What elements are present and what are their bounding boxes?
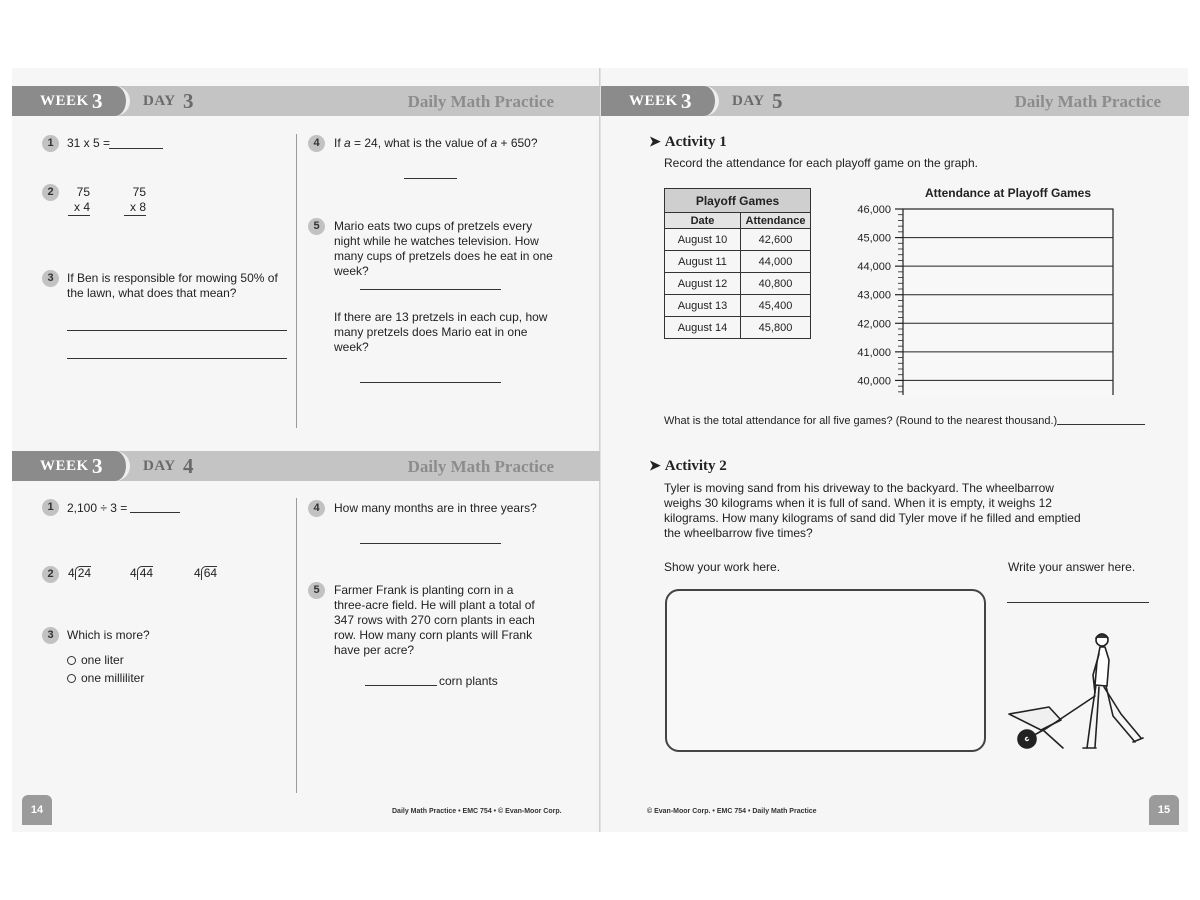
total-attendance-question: What is the total attendance for all five games? (Round to the nearest thousand.) (664, 415, 1058, 427)
question-number: 2 (42, 566, 59, 583)
multiplication-problem-a (68, 185, 90, 216)
column-header-attendance: Attendance (741, 213, 811, 229)
question-5-text: Farmer Frank is planting corn in a three-acre field. He will plant a total of 347 rows with 270 corn plants in each row. How many corn plants will Frank have per acre? (334, 583, 535, 657)
answer-line[interactable] (67, 330, 287, 331)
multiplication-problem-b (124, 185, 146, 216)
answer-line[interactable] (360, 382, 501, 383)
question-number: 5 (308, 218, 325, 235)
y-tick-label: 44,000 (857, 261, 891, 274)
date-cell: August 12 (665, 273, 741, 295)
division-problem (194, 566, 217, 582)
question-3-text: Which is more? (67, 628, 150, 642)
week-number: 3 (92, 454, 103, 478)
activity-2-title (649, 458, 727, 475)
answer-line[interactable] (1057, 424, 1145, 425)
question-number: 5 (308, 582, 325, 599)
week-label: WEEK (629, 93, 678, 109)
arrow-icon: ➤ (649, 459, 661, 474)
answer-unit-label: corn plants (439, 674, 498, 688)
answer-line[interactable] (365, 685, 437, 686)
dividend: 44 (137, 566, 153, 580)
column-divider (296, 134, 297, 428)
day-label: DAY (143, 93, 176, 109)
header-week3-day5 (601, 86, 1189, 116)
divisor: 4 (130, 566, 137, 580)
week-label: WEEK (40, 93, 89, 109)
footer-credit: © Evan-Moor Corp. • EMC 754 • Daily Math Practice (647, 808, 817, 815)
playoff-games-table (664, 188, 811, 339)
week-label: WEEK (40, 458, 89, 474)
y-tick-label: 43,000 (857, 289, 891, 302)
attendance-cell: 45,400 (741, 295, 811, 317)
date-cell: August 14 (665, 317, 741, 339)
column-divider (296, 498, 297, 793)
question-number: 3 (42, 627, 59, 644)
footer-credit: Daily Math Practice • EMC 754 • © Evan-Moor Corp. (392, 808, 562, 815)
activity-title-text: Activity 2 (664, 458, 727, 474)
plot-area (903, 209, 1113, 395)
y-tick-label: 45,000 (857, 232, 891, 245)
attendance-cell: 44,000 (741, 251, 811, 273)
table-row (665, 273, 811, 295)
work-area-box[interactable] (665, 589, 986, 752)
man-with-wheelbarrow-icon (1003, 630, 1153, 755)
radio-circle-icon[interactable] (67, 674, 76, 683)
bottom-factor: x 8 (124, 200, 146, 216)
date-cell: August 13 (665, 295, 741, 317)
y-tick-label: 42,000 (857, 318, 891, 331)
week-number: 3 (92, 89, 103, 113)
question-5-text: Mario eats two cups of pretzels every night while he watches television. How many cups of pretzels does he eat in one week? (334, 219, 553, 278)
answer-line[interactable] (1007, 602, 1149, 603)
option-one-liter[interactable] (67, 653, 124, 668)
q4-text-part: If (334, 136, 345, 150)
day-label: DAY (732, 93, 765, 109)
chart-title: Attendance at Playoff Games (924, 186, 1092, 200)
answer-line[interactable] (130, 512, 180, 513)
table-row (665, 251, 811, 273)
dividend: 24 (75, 566, 91, 580)
work-label: Show your work here. (664, 560, 781, 574)
divisor: 4 (68, 566, 75, 580)
question-4-text: How many months are in three years? (334, 501, 537, 515)
activity-1-instruction: Record the attendance for each playoff game on the graph. (664, 156, 978, 170)
attendance-cell: 45,800 (741, 317, 811, 339)
division-problem (68, 566, 91, 582)
bottom-factor: x 4 (68, 200, 90, 216)
workbook-spread (12, 68, 1188, 832)
week-badge (601, 86, 719, 116)
top-factor: 75 (132, 185, 146, 199)
table-caption: Playoff Games (665, 189, 811, 213)
date-cell: August 10 (665, 229, 741, 251)
day-number: 5 (772, 89, 783, 113)
table-row (665, 317, 811, 339)
question-number: 3 (42, 270, 59, 287)
day-number: 3 (183, 89, 194, 113)
right-page (600, 68, 1188, 832)
header-week3-day3 (12, 86, 600, 116)
attendance-graph (831, 180, 1131, 395)
left-page (12, 68, 600, 832)
page-number: 14 (22, 795, 52, 825)
question-5-followup-text: If there are 13 pretzels in each cup, how many pretzels does Mario eat in one week? (334, 310, 548, 354)
option-label: one liter (81, 653, 124, 667)
answer-line[interactable] (360, 543, 501, 544)
q4-text-part: + 650? (497, 136, 538, 150)
question-number: 4 (308, 500, 325, 517)
header-title: Daily Math Practice (407, 92, 554, 111)
answer-line[interactable] (360, 289, 501, 290)
question-number: 2 (42, 184, 59, 201)
activity-1-title (649, 134, 727, 151)
chart-grid (903, 209, 1113, 395)
attendance-cell: 40,800 (741, 273, 811, 295)
dividend: 64 (201, 566, 217, 580)
attendance-cell: 42,600 (741, 229, 811, 251)
division-problem (130, 566, 153, 582)
top-factor: 75 (76, 185, 90, 199)
y-tick-label: 40,000 (857, 375, 891, 388)
variable-a: a (344, 136, 351, 150)
q4-text-part: = 24, what is the value of (350, 136, 491, 150)
week-badge (12, 86, 130, 116)
y-tick-label: 41,000 (857, 346, 891, 359)
activity-2-text: Tyler is moving sand from his driveway to the backyard. The wheelbarrow weighs 30 kilograms when it is full of sand. When it is empty, it weighs 12 kilograms. How many kilograms of sand did Tyler move if he filled and emptied the wheelbarrow five times? (664, 481, 1081, 540)
y-tick-label: 46,000 (857, 204, 891, 216)
variable-a: a (490, 136, 498, 150)
week-number: 3 (681, 89, 692, 113)
date-cell: August 11 (665, 251, 741, 273)
day-number: 4 (183, 454, 194, 478)
answer-label: Write your answer here. (1008, 560, 1136, 574)
day-label: DAY (143, 458, 176, 474)
question-number: 1 (42, 499, 59, 516)
radio-circle-icon[interactable] (67, 656, 76, 665)
question-3-text: If Ben is responsible for mowing 50% of the lawn, what does that mean? (67, 271, 278, 300)
table-row (665, 295, 811, 317)
answer-line[interactable] (67, 358, 287, 359)
question-1-text: 31 x 5 = (67, 136, 111, 150)
question-4-text (334, 136, 538, 151)
answer-line[interactable] (109, 148, 163, 149)
question-number: 4 (308, 135, 325, 152)
question-number: 1 (42, 135, 59, 152)
answer-line[interactable] (404, 178, 457, 179)
week-badge (12, 451, 130, 481)
table-row (665, 229, 811, 251)
question-1-text: 2,100 ÷ 3 = (67, 501, 128, 515)
activity-title-text: Activity 1 (664, 134, 727, 150)
chart-y-ticks (857, 204, 903, 395)
divisor: 4 (194, 566, 201, 580)
option-one-milliliter[interactable] (67, 671, 144, 686)
header-week3-day4 (12, 451, 600, 481)
header-title: Daily Math Practice (407, 457, 554, 476)
page-number: 15 (1149, 795, 1179, 825)
header-title: Daily Math Practice (1014, 92, 1161, 111)
column-header-date: Date (665, 213, 741, 229)
arrow-icon: ➤ (649, 135, 661, 150)
option-label: one milliliter (81, 671, 145, 685)
